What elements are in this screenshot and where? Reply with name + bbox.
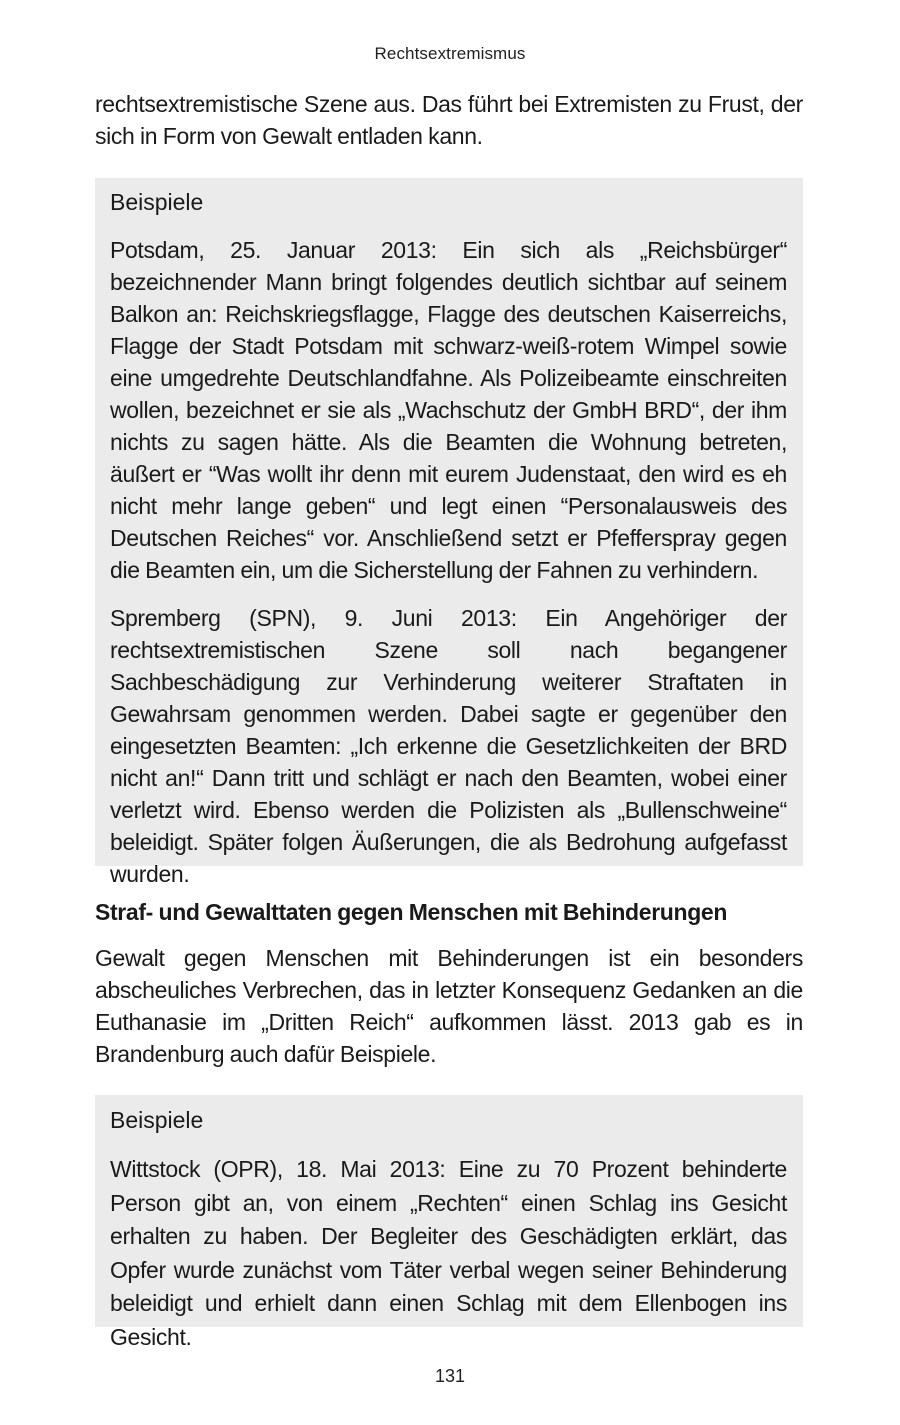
example-box-2-label: Beispiele (110, 1107, 204, 1133)
section-paragraph: Gewalt gegen Menschen mit Behinderungen ist ein besonders abscheuliches Verbrechen, das in letzter Konsequenz Gedanken an die Euthanasie im „Dritten Reich“ aufkommen lässt. 2013 gab es in Brandenburg auch dafür Beispiele. (95, 945, 803, 1067)
running-header: Rechtsextremismus (374, 44, 526, 63)
example-box-2 (95, 1095, 803, 1350)
example-box-1 (95, 178, 803, 887)
example-spremberg: Spremberg (SPN), 9. Juni 2013: Ein Angehöriger der rechtsextremistischen Szene soll nach begangener Sachbeschädigung zur Verhinderung weiterer Straftaten in Gewahrsam genommen werden. Dabei sagte er gegenüber den eingesetzten Beamten: „Ich erkenne die Gesetzlichkeiten der BRD nicht an!“ Dann tritt und schlägt er nach den Beamten, wobei einer verletzt wird. Ebenso werden die Polizisten als „Bullenschweine“ beleidigt. Später folgen Äußerungen, die als Bedrohung aufgefasst wurden. (110, 605, 787, 887)
page-number: 131 (434, 1366, 466, 1386)
example-potsdam: Potsdam, 25. Januar 2013: Ein sich als „Reichsbürger“ bezeichnender Mann bringt folgendes deutlich sichtbar auf seinem Balkon an: Reichskriegsflagge, Flagge des deutschen Kaiserreichs, Flagge der Stadt Potsdam mit schwarz-weiß-rotem Wimpel sowie eine umgedrehte Deutschlandfahne. Als Polizeibeamte einschreiten wollen, bezeichnet er sie als „Wachschutz der GmbH BRD“, der ihm nichts zu sagen hätte. Als die Beamten die Wohnung betreten, äußert er “Was wollt ihr denn mit eurem Judenstaat, den wird es eh nicht mehr lange geben“ und legt einen “Personalausweis des Deutschen Reiches“ vor. Anschließend setzt er Pfefferspray gegen die Beamten ein, um die Sicherstellung der Fahnen zu verhindern. (110, 237, 787, 583)
intro-paragraph: rechtsextremistische Szene aus. Das führt bei Extremisten zu Frust, der sich in Form von Gewalt entladen kann. (95, 91, 803, 149)
section-heading: Straf- und Gewalttaten gegen Menschen mit Behinderungen (95, 899, 728, 925)
example-wittstock: Wittstock (OPR), 18. Mai 2013: Eine zu 70 Prozent behinderte Person gibt an, von einem „Rechten“ einen Schlag ins Gesicht erhalten zu haben. Der Begleiter des Geschädigten erklärt, das Opfer wurde zunächst vom Täter verbal wegen seiner Behinderung beleidigt und erhielt dann einen Schlag mit dem Ellenbogen ins Gesicht. (110, 1156, 787, 1350)
example-box-1-label: Beispiele (110, 189, 204, 215)
